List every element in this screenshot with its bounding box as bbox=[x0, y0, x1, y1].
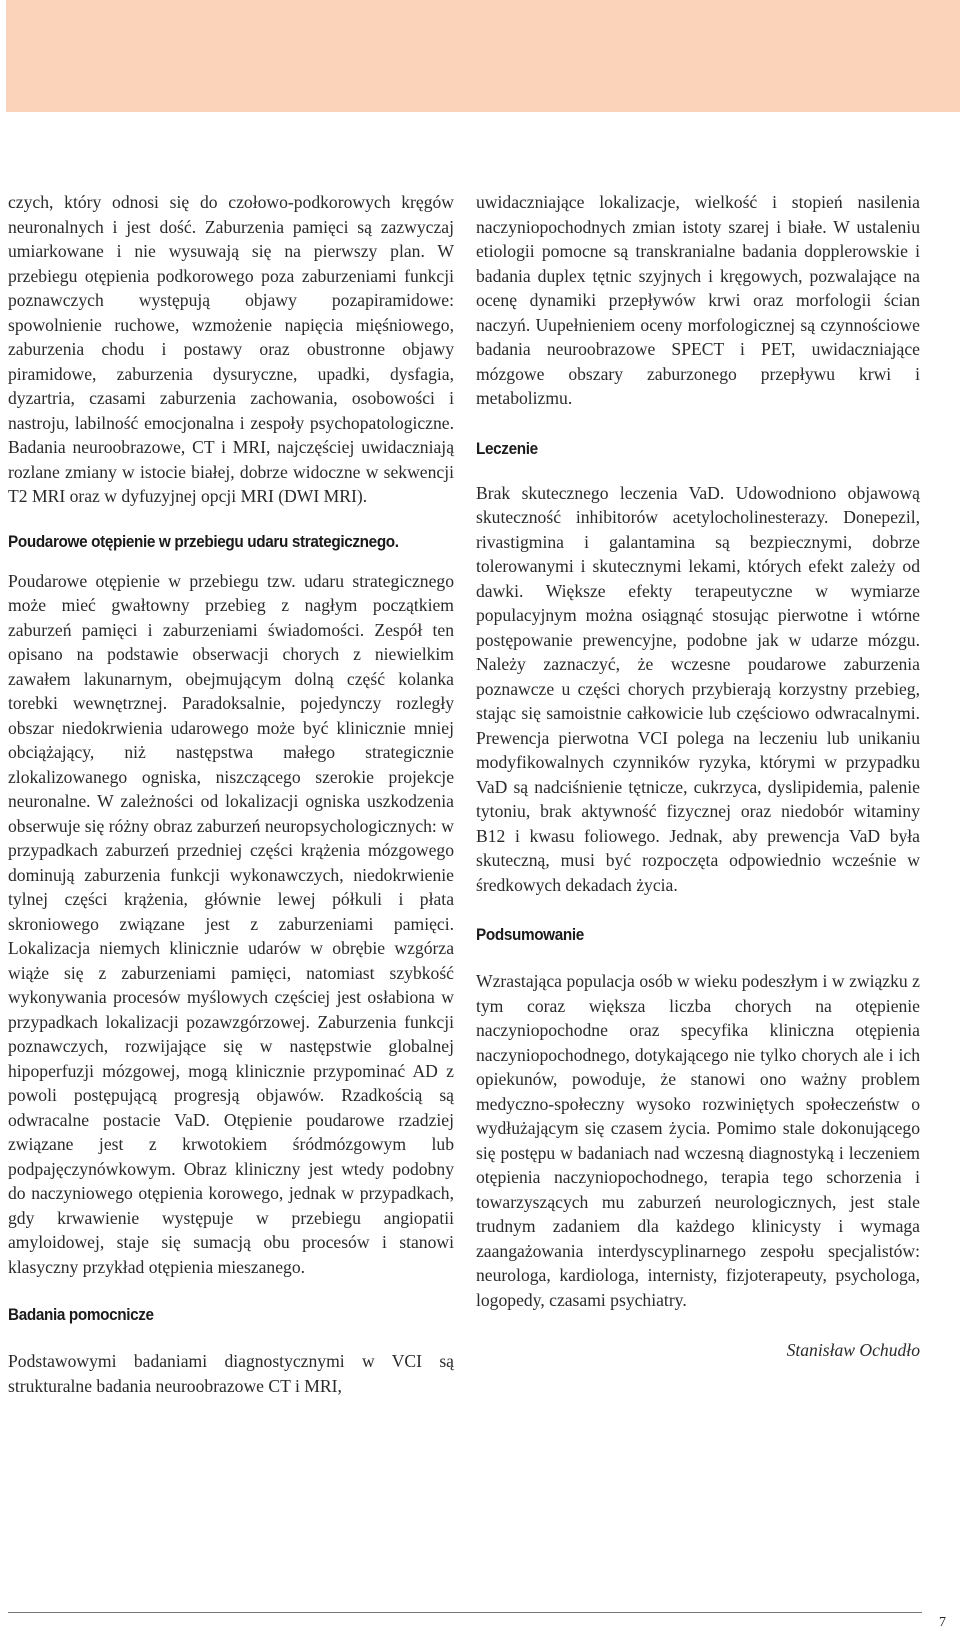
page-number: 7 bbox=[939, 1615, 946, 1630]
author-signature: Stanisław Ochudło bbox=[786, 1340, 920, 1360]
section-heading-summary: Podsumowanie bbox=[476, 925, 584, 944]
body-paragraph: czych, który odnosi się do czołowo-podkorowych kręgów neuronalnych i jest dość. Zaburzenia pamięci są zazwyczaj umiarkowane i nie wysuwają się na pierwszy plan. W przebiegu otępienia podkorowego poza zaburzeniami funkcji poznawczych występują objawy pozapiramidowe: spowolnienie ruchowe, wzmożenie napięcia mięśniowego, zaburzenia chodu i postawy oraz obustronne objawy piramidowe, zaburzenia dysuryczne, upadki, dysfagia, dyzartria, czasami zaburzenia zachowania, osobowości i nastroju, labilność emocjonalna i zespoły psychopatologiczne. Badania neuroobrazowe, CT i MRI, najczęściej uwidaczniają rozlane zmiany w istocie białej, dobrze widoczne w sekwencji T2 MRI oraz w dyfuzyjnej opcji MRI (DWI MRI). bbox=[8, 192, 454, 506]
footer-rule bbox=[8, 1612, 922, 1613]
body-paragraph: Poudarowe otępienie w przebiegu tzw. udaru strategicznego może mieć gwałtowny przebieg z nagłym początkiem zaburzeń pamięci i zaburzeniami świadomości. Zespół ten opisano na podstawie obserwacji chorych z niewielkim zawałem lakunarnym, obejmującym dolną część kolanka torebki wewnętrznej. Paradoksalnie, pojedynczy rozległy obszar niedokrwienia udarowego może być klinicznie mniej obciążający, niż następstwa małego strategicznie zlokalizowanego ogniska, niszczącego szerokie projekcje neuronalne. W zależności od lokalizacji ogniska uszkodzenia obserwuje się różny obraz zaburzeń neuropsychologicznych: w przypadkach zaburzeń przedniej części krążenia mózgowego dominują zaburzenia funkcji wykonawczych, niedokrwienie tylnej części krążenia, głównie lewej półkuli i płata skroniowego związane jest z zaburzeniami pamięci. Lokalizacja niemych klinicznie udarów w obrębie wzgórza wiąże się z zaburzeniami pamięci, natomiast szybkość wykonywania procesów myślowych częściej jest osłabiona w przypadkach lokalizacji pozawzgórzowej. Zaburzenia funkcji poznawczych, rozwijające się w następstwie globalnej hipoperfuzji mózgowej, mogą klinicznie przypominać AD z powoli postępującą progresją objawów. Rzadkością są odwracalne postacie VaD. Otępienie poudarowe rzadziej związane jest z krwotokiem śródmózgowym lub podpajęczynówkowym. Obraz kliniczny jest wtedy podobny do naczyniowego otępienia korowego, jednak w przypadkach, gdy krwawienie występuje w przebiegu angiopatii amyloidowej, staje się sumacją obu procesów i stanowi klasyczny przykład otępienia mieszanego. bbox=[8, 570, 454, 1277]
section-heading-treatment: Leczenie bbox=[476, 438, 538, 458]
section-heading-strategic-stroke: Poudarowe otępienie w przebiegu udaru strategicznego. bbox=[8, 531, 399, 551]
section-heading-diagnostics: Badania pomocnicze bbox=[8, 1305, 154, 1324]
body-paragraph: Wzrastająca populacja osób w wieku podeszłym i w związku z tym coraz większa liczba chorych na otępienie naczyniopochodne oraz specyfika kliniczna otępienia naczyniopochodnego, dotykającego nie tylko chorych ale i ich opiekunów, powoduje, że stanowi ono ważny problem medyczno-społeczny wysoko rozwiniętych społeczeństw o wydłużającym się czasem życia. Pomimo stale dokonującego się postępu w badaniach nad wczesną diagnostyką i leczeniem otępienia naczyniopochodnego, terapia tego schorzenia i towarzyszących mu zaburzeń neurologicznych, jest stale trudnym zadaniem dla każdego klinicysty i wymaga zaangażowania interdyscyplinarnego zespołu specjalistów: neurologa, kardiologa, internisty, fizjoterapeuty, psychologa, logopedy, czasami psychiatry. bbox=[476, 971, 920, 1310]
right-column bbox=[476, 190, 920, 1363]
left-column bbox=[8, 190, 454, 1398]
body-paragraph: Brak skutecznego leczenia VaD. Udowodniono objawową skuteczność inhibitorów acetylocholinesterazy. Donepezil, rivastigmina i galantamina są bezpiecznymi, dobrze tolerowanymi i skutecznymi lekami, których efekt zależy od dawki. Większe efekty terapeutyczne w wymiarze populacyjnym można osiągnąć stosując pierwotne i wtórne postępowanie prewencyjne, podobne jak w udarze mózgu. Należy zaznaczyć, że wczesne poudarowe zaburzenia poznawcze u części chorych przybierają korzystny przebieg, stając się samoistnie całkowicie lub częściowo odwracalnymi. Prewencja pierwotna VCI polega na leczeniu lub unikaniu modyfikowalnych czynników ryzyka, którymi w przypadku VaD są nadciśnienie tętnicze, cukrzyca, dyslipidemia, palenie tytoniu, brak aktywność fizycznej oraz niedobór witaminy B12 i kwasu foliowego. Jednak, aby prewencja VaD była skuteczną, musi być rozpoczęta odpowiednio wcześnie w średkowych dekadach życia. bbox=[476, 482, 920, 895]
body-paragraph: Podstawowymi badaniami diagnostycznymi w VCI są strukturalne badania neuroobrazowe CT i MRI, bbox=[8, 1351, 454, 1396]
body-paragraph: uwidaczniające lokalizacje, wielkość i stopień nasilenia naczyniopochodnych zmian istoty szarej i białe. W ustaleniu etiologii pomocne są transkranialne badania dopplerowskie i badania duplex tętnic szyjnych i kręgowych, pozwalające na ocenę dynamiki przepływów krwi oraz morfologii ścian naczyń. Uupełnieniem oceny morfologicznej są czynnościowe badania neuroobrazowe SPECT i PET, uwidaczniające mózgowe obszary zaburzonego przepływu krwi i metabolizmu. bbox=[476, 192, 920, 408]
header-color-band bbox=[6, 0, 960, 112]
